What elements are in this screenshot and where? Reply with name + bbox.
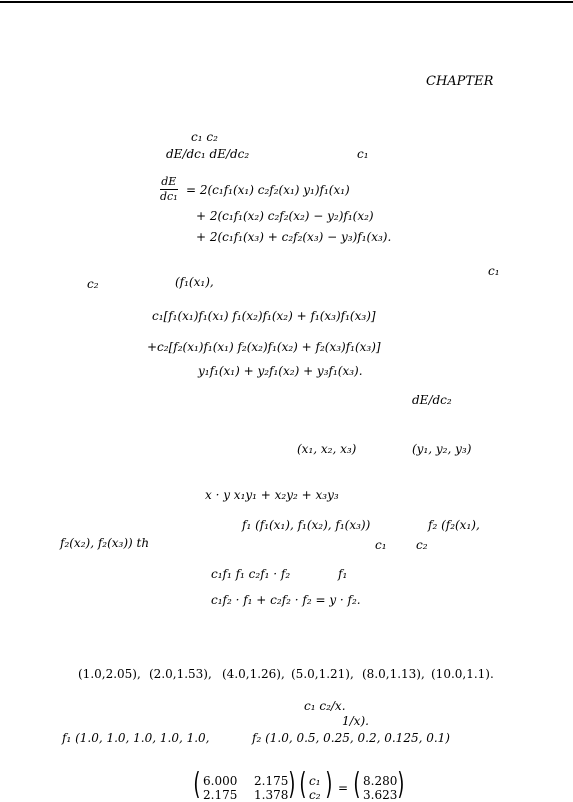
math-f1-ref: f₁	[338, 567, 348, 581]
matrix-a11: 6.000	[203, 774, 238, 788]
f2-vector-continued: f₂(x₂), f₂(x₃)) th	[60, 536, 150, 550]
rhs-b2: 3.623	[363, 788, 398, 802]
math-f1-tuple-start: (f₁(x₁),	[175, 275, 214, 289]
f2-values: f₂ (1.0, 0.5, 0.25, 0.2, 0.125, 0.1)	[252, 731, 450, 745]
vector-eq-line-1: c₁f₁ f₁ c₂f₁ · f₂	[211, 567, 291, 581]
fraction-denominator: dc₁	[160, 190, 178, 203]
vector-c2: c₂	[309, 788, 321, 802]
f1-values: f₁ (1.0, 1.0, 1.0, 1.0, 1.0,	[62, 731, 210, 745]
chapter-heading: CHAPTER	[426, 74, 494, 89]
rhs-vector	[363, 767, 423, 802]
math-c1-margin: c₁	[488, 264, 500, 278]
vector-c1: c₁	[309, 774, 321, 788]
rhs-b1: 8.280	[363, 774, 398, 788]
left-paren-vector: (	[299, 767, 307, 802]
math-y-vector: (y₁, y₂, y₃)	[412, 442, 472, 456]
matrix-a22: 1.378	[254, 788, 289, 802]
normal-eq-line-3: y₁f₁(x₁) + y₂f₁(x₂) + y₃f₁(x₃).	[198, 364, 363, 378]
right-paren-vector: )	[325, 767, 333, 802]
data-point-5: (8.0,1.13),	[362, 667, 425, 681]
f1-vector-definition: f₁ (f₁(x₁), f₁(x₂), f₁(x₃))	[242, 518, 371, 532]
math-c1-inline: c₁	[375, 538, 387, 552]
f2-vector-definition: f₂ (f₂(x₁),	[428, 518, 480, 532]
left-paren-matrix: (	[193, 767, 201, 802]
left-paren-rhs: (	[353, 767, 361, 802]
right-paren-matrix: )	[288, 767, 296, 802]
equals-sign: =	[338, 781, 349, 795]
model-basis-note: 1/x).	[342, 714, 369, 728]
data-point-3: (4.0,1.26),	[222, 667, 285, 681]
matrix-a21: 2.175	[203, 788, 238, 802]
normal-eq-line-2: +c₂[f₂(x₁)f₁(x₁) f₂(x₂)f₁(x₂) + f₂(x₃)f₁(x₃)]	[147, 340, 381, 354]
equation-line-2: + 2(c₁f₁(x₂) c₂f₂(x₂) − y₂)f₁(x₂)	[196, 209, 374, 223]
fraction-numerator: dE	[161, 175, 177, 188]
math-line-derivatives: dE/dc₁ dE/dc₂	[166, 147, 250, 161]
top-rule	[0, 1, 573, 3]
matrix-a12: 2.175	[254, 774, 289, 788]
right-paren-rhs: )	[397, 767, 405, 802]
math-line-c1-c2: c₁ c₂	[191, 130, 218, 144]
data-point-6: (10.0,1.1).	[431, 667, 494, 681]
equation-line-1: = 2(c₁f₁(x₁) c₂f₂(x₁) y₁)f₁(x₁)	[186, 183, 350, 197]
math-c2-margin: c₂	[87, 277, 99, 291]
model-function: c₁ c₂/x.	[304, 699, 346, 713]
data-point-4: (5.0,1.21),	[291, 667, 354, 681]
math-dE-dc2: dE/dc₂	[412, 393, 452, 407]
dot-product-definition: x · y x₁y₁ + x₂y₂ + x₃y₃	[205, 488, 339, 502]
vector-eq-line-2: c₁f₂ · f₁ + c₂f₂ · f₂ = y · f₂.	[211, 593, 361, 607]
math-c2-inline: c₂	[416, 538, 428, 552]
equation-line-3: + 2(c₁f₁(x₃) + c₂f₂(x₃) − y₃)f₁(x₃).	[196, 230, 392, 244]
math-c1-ref: c₁	[357, 147, 369, 161]
normal-eq-line-1: c₁[f₁(x₁)f₁(x₁) f₁(x₂)f₁(x₂) + f₁(x₃)f₁(x₃)]	[152, 309, 376, 323]
math-x-vector: (x₁, x₂, x₃)	[297, 442, 357, 456]
data-point-1: (1.0,2.05),	[78, 667, 141, 681]
matrix-equation	[193, 767, 373, 802]
data-point-2: (2.0,1.53),	[149, 667, 212, 681]
derivative-fraction	[160, 176, 178, 203]
